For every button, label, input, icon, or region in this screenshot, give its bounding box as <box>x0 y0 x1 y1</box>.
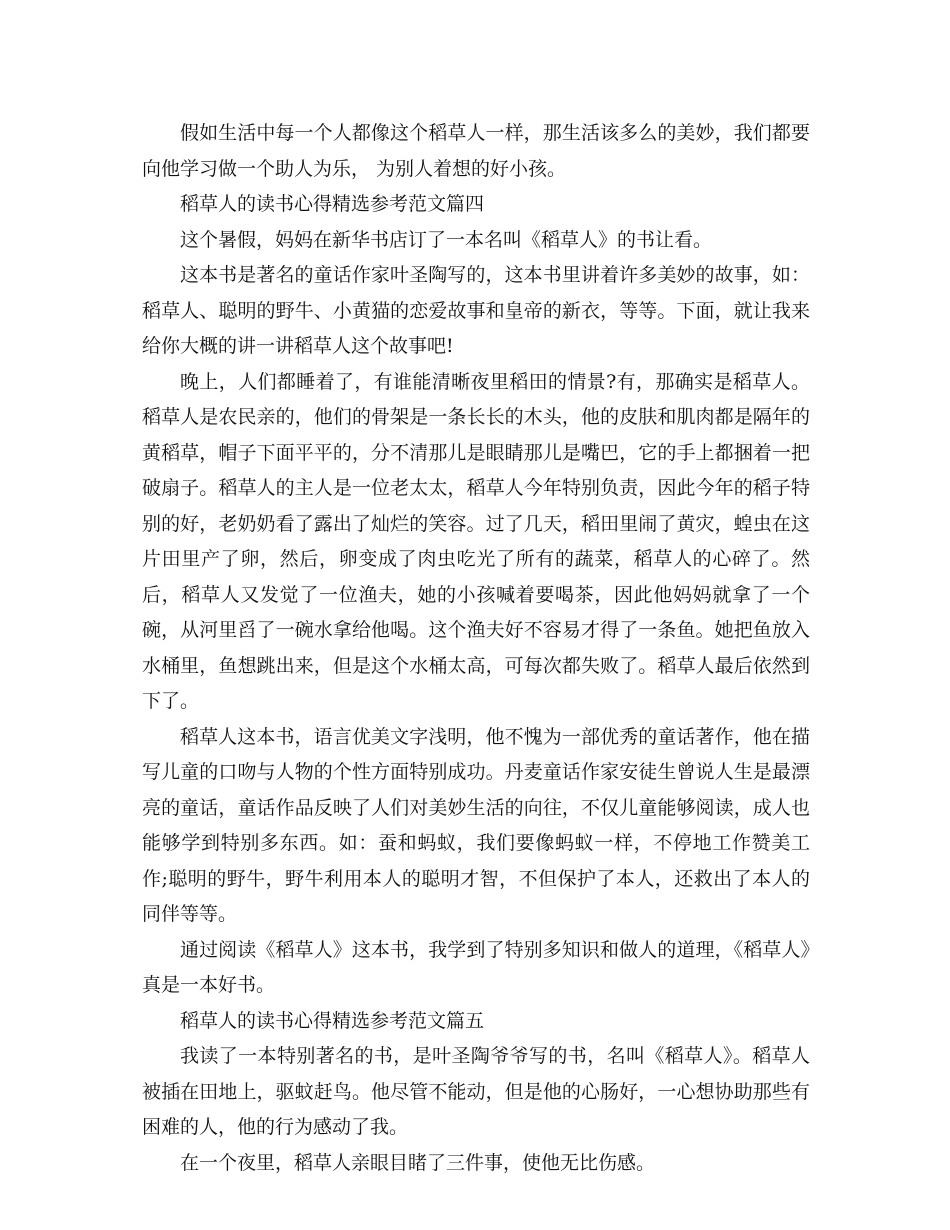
paragraph-book-intro: 这本书是著名的童话作家叶圣陶写的，这本书里讲着许多美妙的故事，如：稻草人、聪明的野牛、小黄猫的恋爱故事和皇帝的新衣，等等。下面，就让我来给你大概的讲一讲稻草人这个故事吧! <box>142 264 810 357</box>
paragraph-famous-book: 我读了一本特别著名的书，是叶圣陶爷爷写的书，名叫《稻草人》。稻草人被插在田地上，驱蚊赶鸟。他尽管不能动，但是他的心肠好，一心想协助那些有困难的人，他的行为感动了我。 <box>142 1045 810 1138</box>
document-body <box>142 116 810 1181</box>
paragraph-three-events: 在一个夜里，稻草人亲眼目睹了三件事，使他无比伤感。 <box>180 1151 656 1174</box>
section-heading-part-five: 稻草人的读书心得精选参考范文篇五 <box>180 1009 485 1032</box>
paragraph-conclusion: 通过阅读《稻草人》这本书，我学到了特别多知识和做人的道理，《稻草人》真是一本好书。 <box>142 938 810 996</box>
paragraph-story-summary: 晚上，人们都睡着了，有谁能清晰夜里稻田的情景?有，那确实是稻草人。稻草人是农民亲的，他们的骨架是一条长长的木头，他的皮肤和肌肉都是隔年的黄稻草，帽子下面平平的，分不清那儿是眼睛那儿是嘴巴，它的手上都捆着一把破扇子。稻草人的主人是一位老太太，稻草人今年特别负责，因此今年的稻子特别的好，老奶奶看了露出了灿烂的笑容。过了几天，稻田里闹了黄灾，蝗虫在这片田里产了卵，然后，卵变成了肉虫吃光了所有的蔬菜，稻草人的心碎了。然后，稻草人又发觉了一位渔夫，她的小孩喊着要喝茶，因此他妈妈就拿了一个碗，从河里舀了一碗水拿给他喝。这个渔夫好不容易才得了一条鱼。她把鱼放入水桶里，鱼想跳出来，但是这个水桶太高，可每次都失败了。稻草人最后依然到下了。 <box>142 370 810 712</box>
paragraph-summer-book: 这个暑假，妈妈在新华书店订了一本名叫《稻草人》的书让看。 <box>180 228 713 251</box>
paragraph-helpful-scarecrow: 假如生活中每一个人都像这个稻草人一样，那生活该多么的美妙，我们都要向他学习做一个助人为乐， 为别人着想的好小孩。 <box>142 122 810 180</box>
section-heading-part-four: 稻草人的读书心得精选参考范文篇四 <box>180 193 485 215</box>
paragraph-book-review: 稻草人这本书，语言优美文字浅明，他不愧为一部优秀的童话著作，他在描写儿童的口吻与人物的个性方面特别成功。丹麦童话作家安徒生曾说人生是最漂亮的童话，童话作品反映了人们对美妙生活的向往，不仅儿童能够阅读，成人也能够学到特别多东西。如：蚕和蚂蚁，我们要像蚂蚁一样，不停地工作赞美工作;聪明的野牛，野牛利用本人的聪明才智，不但保护了本人，还救出了本人的同伴等等。 <box>142 725 810 925</box>
